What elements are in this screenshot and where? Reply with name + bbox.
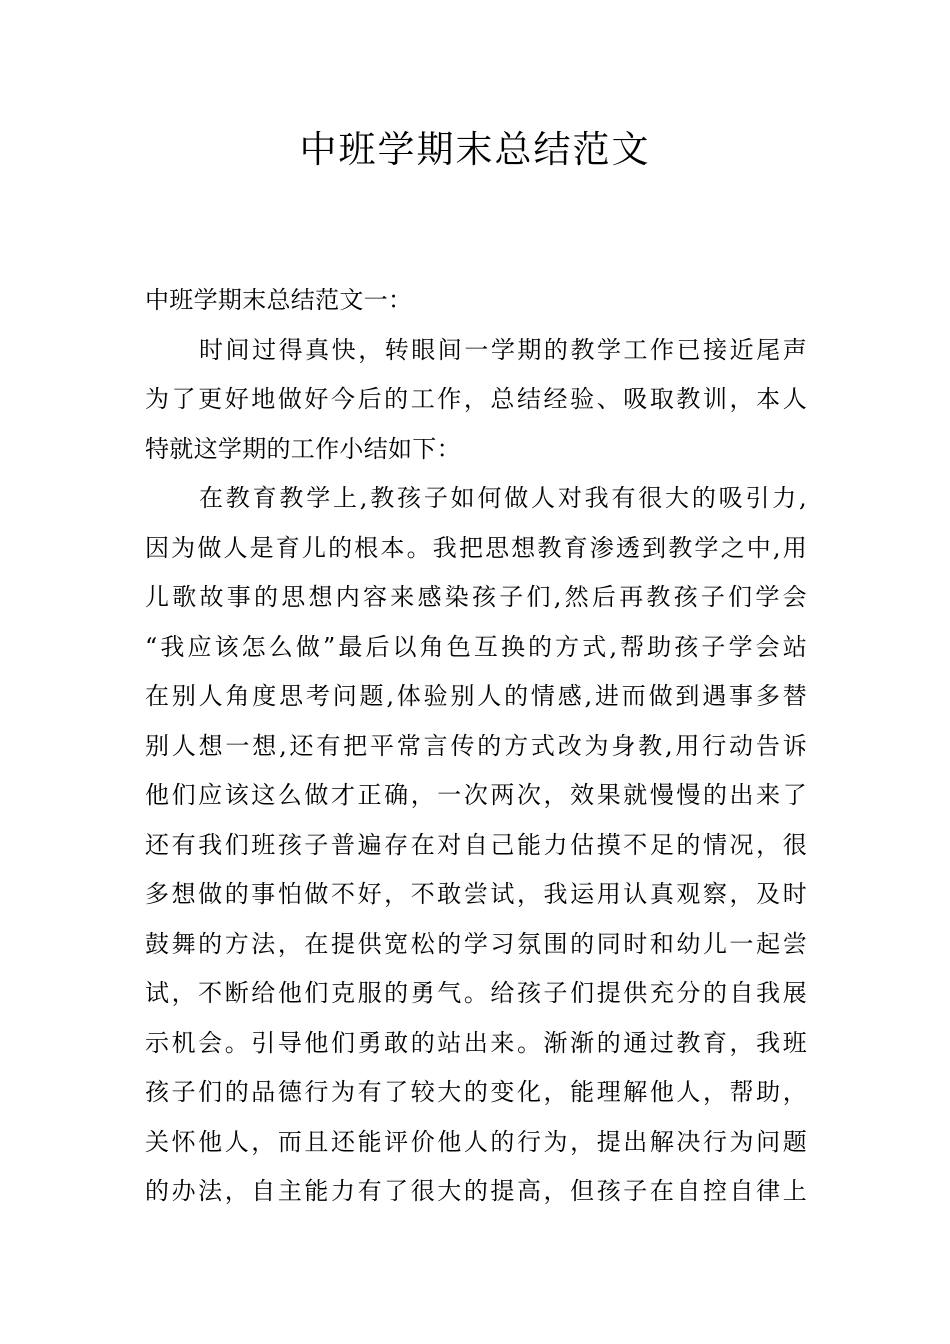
paragraph-line: “我应该怎么做”最后以角色互换的方式,帮助孩子学会站 (145, 632, 807, 661)
paragraph-line: 在别人角度思考问题,体验别人的情感,进而做到遇事多替 (145, 682, 807, 710)
paragraph-line: 中班学期末总结范文一： (145, 286, 413, 314)
paragraph-line: 特就这学期的工作小结如下： (145, 434, 461, 463)
paragraph-line: 在教育教学上,教孩子如何做人对我有很大的吸引力, (199, 484, 807, 512)
document-body (145, 276, 807, 1217)
paragraph-line: 时间过得真快，转眼间一学期的教学工作已接近尾声 (199, 335, 807, 364)
paragraph-line: 儿歌故事的思想内容来感染孩子们,然后再教孩子们学会 (145, 583, 807, 611)
paragraph-line: 别人想一想,还有把平常言传的方式改为身教,用行动告诉 (145, 731, 807, 760)
paragraph-line: 还有我们班孩子普遍存在对自己能力估摸不足的情况，很 (145, 830, 807, 859)
document-title: 中班学期末总结范文 (299, 128, 651, 171)
paragraph-line: 鼓舞的方法，在提供宽松的学习氛围的同时和幼儿一起尝 (145, 929, 807, 958)
paragraph-line: 多想做的事怕做不好，不敢尝试，我运用认真观察，及时 (145, 880, 807, 908)
paragraph-line: 因为做人是育儿的根本。我把思想教育渗透到教学之中,用 (145, 533, 807, 562)
paragraph-line: 为了更好地做好今后的工作，总结经验、吸取教训，本人 (145, 385, 807, 413)
paragraph-line: 示机会。引导他们勇敢的站出来。渐渐的通过教育，我班 (145, 1028, 807, 1057)
paragraph-line: 他们应该这么做才正确，一次两次，效果就慢慢的出来了 (145, 781, 807, 809)
paragraph-line: 关怀他人，而且还能评价他人的行为，提出解决行为问题 (145, 1127, 807, 1156)
paragraph-line: 的办法，自主能力有了很大的提高，但孩子在自控自律上 (145, 1177, 807, 1205)
paragraph-line: 试，不断给他们克服的勇气。给孩子们提供充分的自我展 (145, 979, 807, 1007)
paragraph-line: 孩子们的品德行为有了较大的变化，能理解他人，帮助， (145, 1078, 807, 1106)
